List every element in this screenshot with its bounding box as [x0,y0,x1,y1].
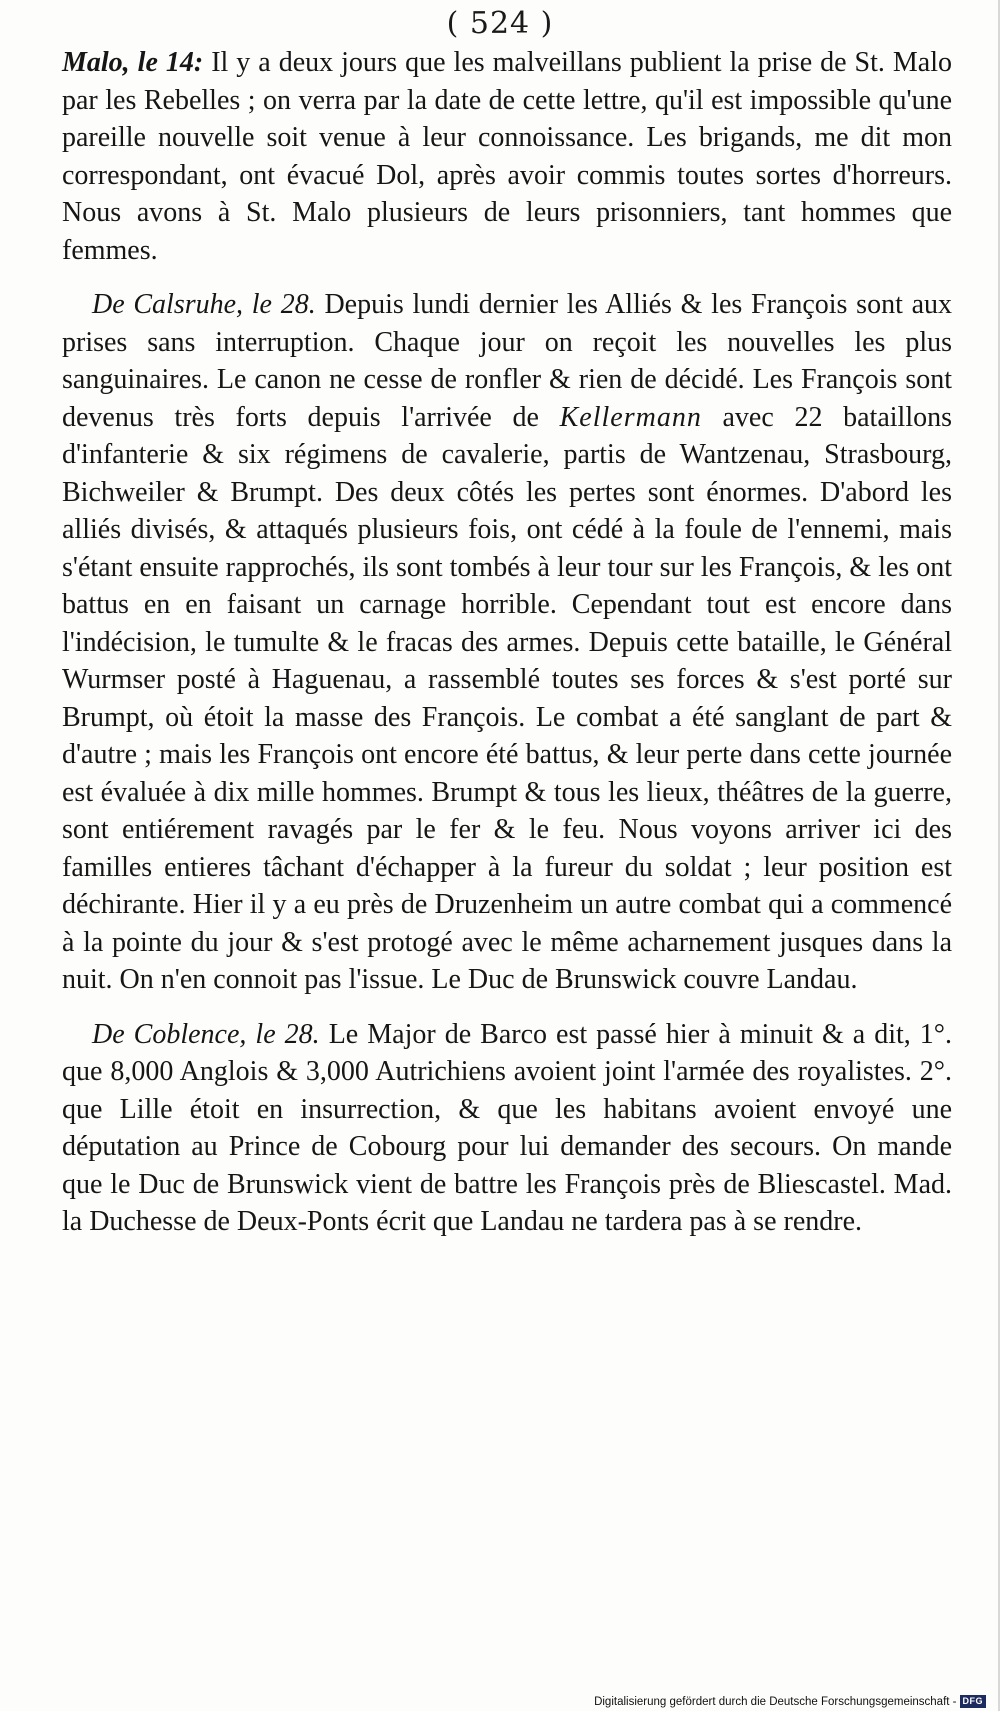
digitization-footer [594,1695,986,1708]
paragraph-calsruhe [62,286,952,999]
paragraph-st-malo [62,44,952,269]
paragraph-text: Depuis lundi dernier les Alliés & les François sont aux prises sans interruption. Chaque jour on reçoit les nouvelles les plus sanguinaires. Le canon ne cesse de ronfler & rien de décidé. Les François sont devenus très forts depuis l'arrivée de [62,289,952,433]
page-number: ( 524 ) [446,6,554,41]
dateline: De Calsruhe, le 28. [92,289,316,320]
paragraph-coblence [62,1016,952,1241]
dateline: De Coblence, le 28. [92,1018,320,1050]
paragraph-text: Le Major de Barco est passé hier à minuit & a dit, 1°. que 8,000 Anglois & 3,000 Autrichiens avoient joint l'armée des royalistes. 2°. que Lille étoit en insurrection, & que les habitans avoient envoyé une députation au Prince de Cobourg pour lui demander des secours. On mande que le Duc de Brunswick vient de battre les François près de Bliescastel. Mad. la Duchesse de Deux-Ponts écrit que Landau ne tardera pas à se rendre. [62,1018,952,1237]
person-name: Kellermann [559,401,702,433]
funding-notice: Digitalisierung gefördert durch die Deutsche Forschungsgemeinschaft - [594,1695,957,1708]
paragraph-text: avec 22 bataillons d'infanterie & six régimens de cavalerie, partis de Wantzenau, Strasbourg, Bichweiler & Brumpt. Des deux côtés les pertes sont énormes. D'abord les alliés divisés, & attaqués plusieurs fois, ont cédé à la foule de l'ennemi, mais s'étant ensuite rapprochés, ils sont tombés à leur tour sur les François, & les ont battus en en faisant un carnage horrible. Cependant tout est encore dans l'indécision, le tumulte & le fracas des armes. Depuis cette bataille, le Général Wurmser posté à Haguenau, a rassemblé toutes ses forces & s'est porté sur Brumpt, où étoit la masse des François. Le combat a été sanglant de part & d'autre ; mais les François ont encore été battus, & leur perte dans cette journée est évaluée à dix mille hommes. Brumpt & tous les lieux, théâtres de la guerre, sont entiérement ravagés par le fer & le feu. Nous voyons arriver ici des familles entieres tâchant d'échapper à la fureur du soldat ; leur position est déchirante. Hier il y a eu près de Druzenheim un autre combat qui a commencé à la pointe du jour & s'est protogé avec le même acharnement jusques dans la nuit. On n'en connoit pas l'issue. Le Duc de Brunswick couvre Landau. [62,401,952,995]
dateline: Malo, le 14: [62,47,204,78]
paragraph-text: Il y a deux jours que les malveillans publient la prise de St. Malo par les Rebelles ; on verra par la date de cette lettre, qu'il est impossible qu'une pareille nouvelle soit venue à leur connoissance. Les brigands, me dit mon correspondant, ont évacué Dol, après avoir commis toutes sortes d'horreurs. Nous avons à St. Malo plusieurs de leurs prisonniers, tant hommes que femmes. [62,47,952,266]
dfg-logo-icon: DFG [960,1695,987,1708]
article-body [62,44,952,1241]
